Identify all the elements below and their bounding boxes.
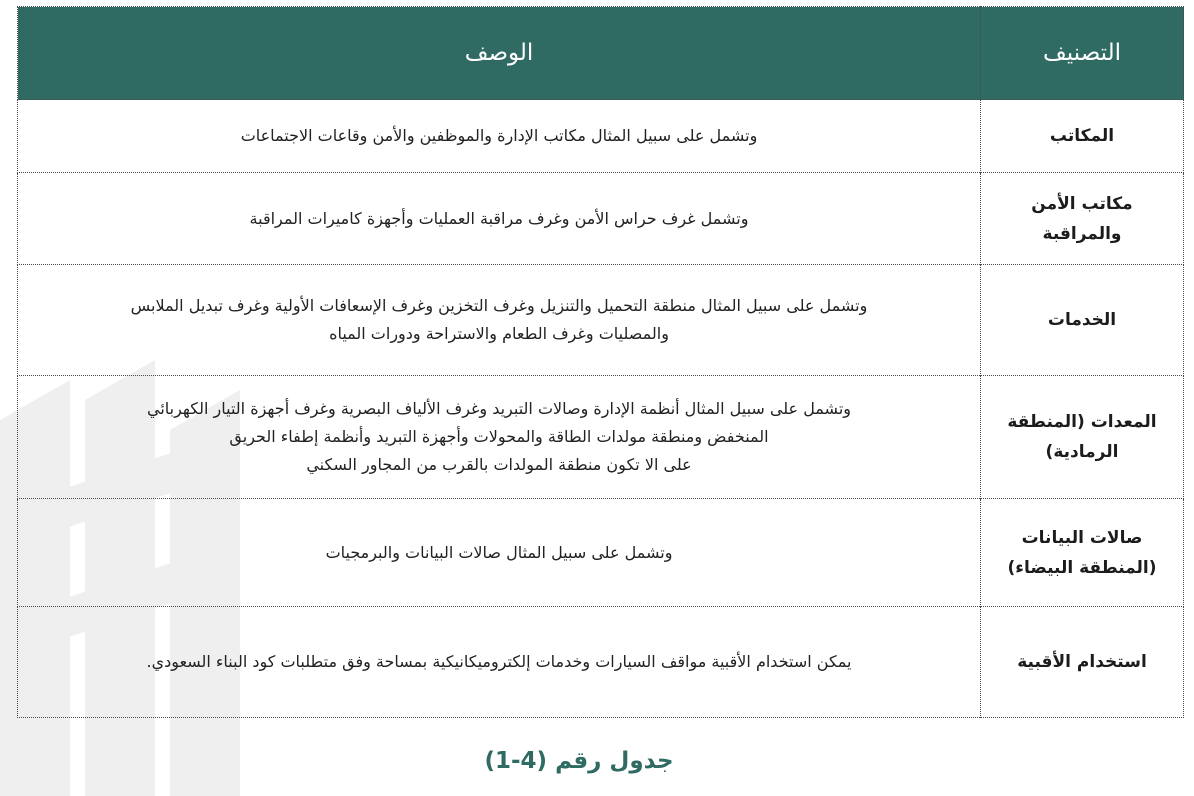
table-row: [18, 100, 1184, 173]
category-line: المعدات (المنطقة: [1007, 412, 1157, 432]
row-description: [18, 499, 981, 607]
category-line: مكاتب الأمن: [1031, 193, 1133, 214]
category-line: صالات البيانات: [1021, 527, 1143, 548]
description-line: المنخفض ومنطقة مولدات الطاقة والمحولات وأجهزة التبريد وأنظمة إطفاء الحريق: [229, 427, 769, 446]
header-category: التصنيف: [981, 7, 1184, 100]
table-row: [18, 173, 1184, 265]
row-category: [981, 607, 1184, 718]
description-line: وتشمل على سبيل المثال أنظمة الإدارة وصالات التبريد وغرف الألياف البصرية وغرف أجهزة التيار الكهربائي: [146, 399, 852, 418]
row-description: [18, 100, 981, 173]
category-line: والمراقبة: [1042, 223, 1122, 244]
row-category: [981, 173, 1184, 265]
description-line: وتشمل غرف حراس الأمن وغرف مراقبة العمليات وأجهزة كاميرات المراقبة: [249, 208, 749, 228]
table-row: [18, 499, 1184, 607]
description-line: وتشمل على سبيل المثال صالات البيانات والبرمجيات: [325, 542, 673, 562]
category-line: استخدام الأقبية: [1017, 652, 1147, 672]
description-line: والمصليات وغرف الطعام والاستراحة ودورات المياه: [329, 324, 669, 343]
table-header-row: [18, 7, 1184, 100]
description-line: وتشمل على سبيل المثال مكاتب الإدارة والموظفين والأمن وقاعات الاجتماعات: [240, 126, 758, 145]
description-line: على الا تكون منطقة المولدات بالقرب من المجاور السكني: [306, 455, 692, 474]
table-row: [18, 376, 1184, 499]
row-description: [18, 173, 981, 265]
description-line: وتشمل على سبيل المثال منطقة التحميل والتنزيل وغرف التخزين وغرف الإسعافات الأولية وغرف تبديل الملابس: [130, 296, 868, 315]
row-description: [18, 607, 981, 718]
table-caption: جدول رقم (4-1): [484, 748, 674, 774]
row-category: [981, 499, 1184, 607]
row-category: [981, 376, 1184, 499]
category-line: الخدمات: [1047, 310, 1117, 330]
row-category: [981, 265, 1184, 376]
row-description: [18, 376, 981, 499]
table-row: [18, 265, 1184, 376]
category-line: الرمادية): [1045, 442, 1119, 462]
category-line: (المنطقة البيضاء): [1007, 557, 1157, 578]
category-line: المكاتب: [1049, 126, 1115, 146]
header-description: الوصف: [18, 7, 981, 100]
description-line: يمكن استخدام الأقبية مواقف السيارات وخدمات إلكتروميكانيكية بمساحة وفق متطلبات كود البناء السعودي.: [146, 652, 852, 671]
classification-table: [17, 6, 1184, 718]
row-description: [18, 265, 981, 376]
row-category: [981, 100, 1184, 173]
table-row: [18, 607, 1184, 718]
